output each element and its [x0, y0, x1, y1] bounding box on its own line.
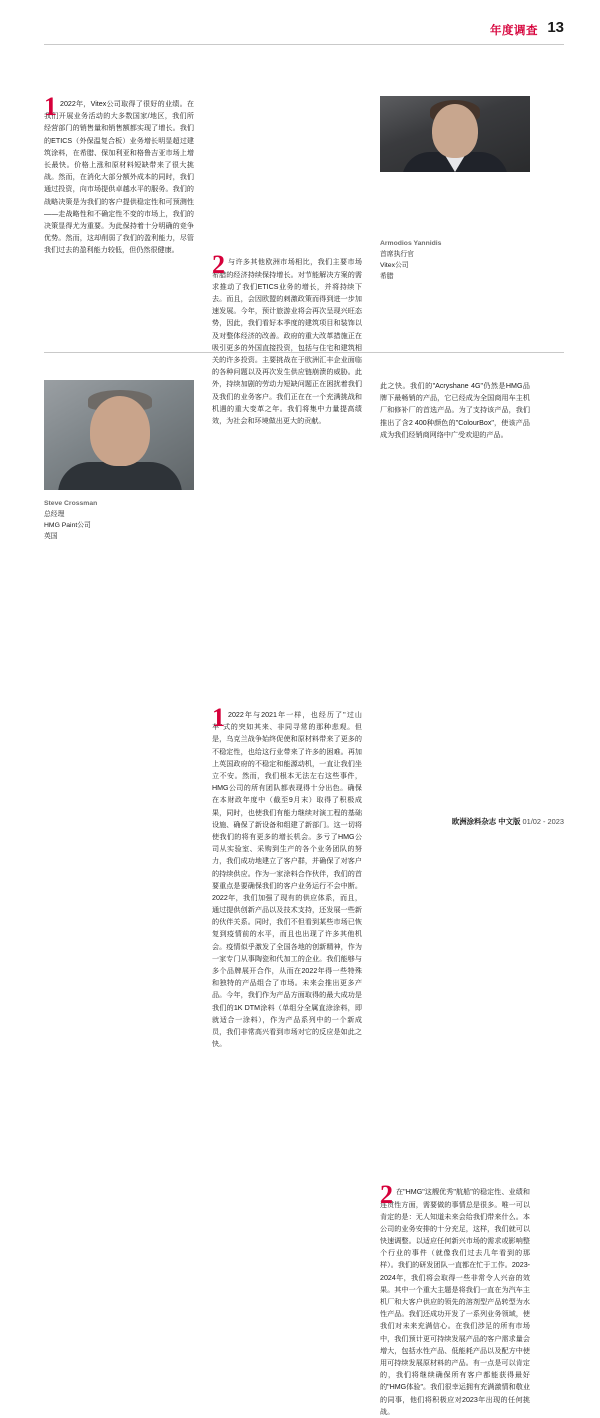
list-number-2: 2 [380, 1180, 393, 1210]
bottom-article-paragraph-2: 在"HMG"这艘优秀"航船"的稳定性、业绩和连贯性方面，需要做的事情总是很多。唯一可以肯定的是：无人知道未来会给我们带来什么。本公司的业务安排的十分充足，这样，我们就可以快速调整。以适应任何新兴市场的需求或影响整个行业的事件（就像我们过去几年看到的那样）。我们的研发团队一直都在忙于工作。2023-2024年，我们将会取得一些非常令人兴奋的效果。其中一个重大主题是将我们一直在为汽车主机厂和大客户供应的领先的溶剂型产品转型为水性产品。我们还成功开发了一系列业务领域，使我们对未来充满信心。在我们涉足的所有市场中，我们预计更可持续发展产品的客户需求量会增大，包括水性产品、低能耗产品以及配方中使用可持续发展原材料的产品。有一点是可以肯定的，我们将继续确保所有客户都能获得最好的"HMG体验"。我们很幸运拥有充满激情和敬业的同事，他们将积极应对2023年出现的任何挑战。 [380, 1188, 530, 1416]
list-number-1: 1 [44, 92, 57, 121]
top-article-column-1 [44, 92, 194, 256]
bottom-article-column-3 [380, 380, 530, 441]
header-divider [44, 44, 564, 45]
top-article-column-2 [212, 250, 362, 427]
page-header [0, 0, 600, 56]
top-article-paragraph-1: 2022年，Vitex公司取得了很好的业绩。在我们开展业务活动的大多数国家/地区，我们所经营部门的销售量和销售额都实现了增长。我们的ETICS（外保温复合板）业务增长明显超过建筑涂料，在希腊、保加利亚和格鲁吉亚市场上增长最快。价格上涨和原材料短缺带来了很大挑战。然而，在消化大部分额外成本的同时，我们通过投资，向市场提供卓越水平的服务。我们的战略决策是为我们的客户提供稳定性和可预测性——走战略性和不确定性不变的市场上，我们的决策显得尤为重要。为此保持着十分明确的竞争优势。然而，这却削弱了我们的盈利能力，尽管我们过去的盈利能力较低，但仍然很健康。 [44, 100, 194, 255]
byline-title: 首席执行官 [380, 251, 414, 258]
byline-name: Armodios Yannidis [380, 240, 442, 247]
bottom-article-paragraph-continued: 此之快。我们的"Acryshane 4G"仍然是HMG品牌下最畅销的产品，它已经成为全国商用车主机厂和修补厂的首选产品。为了支持该产品，我们推出了含2 400种颜色的"ColourBox"，使该产品成为我们经销商网络中广受欢迎的产品。 [380, 382, 530, 439]
portrait-face [432, 104, 478, 158]
top-article-paragraph-2: 与许多其他欧洲市场相比，我们主要市场希腊的经济持续保持增长。对节能解决方案的需求推动了我们ETICS业务的增长，并将持续下去。而且，会因欧盟的刺激政策而得到进一步加速发展。今年，预计旅游业将会再次呈现兴旺态势，因此，我们看好本季度的建筑项目和装饰以及对整体经济的改善。政府的重大改革措施正在吸引更多的外国直接投资，包括与住宅和建筑相关的许多投资。主要挑战在于欧洲汇丰企业面临的各种问题以及再次发生供应链崩溃的威胁。此外，持续加剧的劳动力短缺问题正在困扰着我们及我们的业务客户。我们正在在一个充满挑战和机遇的重大变革之年。我们将集中力量提高绩效，为社会和环境做出更大的贡献。 [212, 258, 362, 425]
byline-country: 希腊 [380, 273, 394, 280]
page-number: 13 [547, 19, 564, 36]
portrait-face [90, 396, 150, 466]
page-footer [452, 816, 564, 827]
portrait-photo-steve-crossman [44, 380, 194, 490]
section-divider [44, 352, 564, 353]
section-title: 年度调查 [490, 25, 538, 37]
bottom-article-paragraph-1: 2022年与2021年一样，也经历了"过山车"式的突如其来、非同寻常的那种悲观。但是，乌克兰战争始终促使和原材料带来了更多的不稳定性，也给这行业带来了许多的困难。再加上英国政府的不稳定和能源动机，一直让我们坐立不安。然而，我们根本无法左右这些事件，HMG公司的所有团队都表现得十分出色。确保在本财政年度中（截至9月末）取得了积极成果，同时，也使我们有能力继续对演工程的基础设施、确保了新设备和组建了新部门。这一切将使我们的将有更多的增长机会。多亏了HMG公司从实验室、采购到生产的各个业务团队的努力，我们成功地建立了客户群，并确保了对客户的持续供应。作为一家涂料合作伙伴，我们的首要重点是要确保我们的客户业务运行不会中断。2022年，我们加强了现有的供应体系，而且，通过提供创新产品以及技术支持，还发展一些新的伙伴关系。同时，我们不但看到某些市场已恢复到疫情前的水平，而且也出现了许多其他机会。疫情似乎激发了全国各地的创新精神，作为一家专门从事陶瓷和代加工的企业。我们能够与多个品牌展开合作，从而在2022年得一些特殊和独特的产品组合了市场。未来会推出更多产品。今年，我们作为产品方面取得的最大成功是我们的1K DTM涂料（单组分全属直涂涂料，即就适合一涂料），作为产品系列中的一个新成员，我们非常高兴看到市场对它的反应是如此之快。 [212, 711, 362, 1049]
byline-country: 英国 [44, 533, 58, 540]
portrait-photo-armodios-yannidis [380, 96, 530, 172]
bottom-article-column-3b [380, 1180, 530, 1418]
byline-name: Steve Crossman [44, 500, 98, 507]
portrait-body [58, 462, 182, 490]
footer-issue: 01/02 - 2023 [522, 817, 564, 826]
list-number-1: 1 [212, 703, 225, 733]
list-number-2: 2 [212, 250, 225, 280]
byline-armodios-yannidis [380, 238, 530, 282]
bottom-article-column-2 [212, 703, 362, 1050]
byline-company: Vitex公司 [380, 262, 409, 269]
byline-title: 总经理 [44, 511, 65, 518]
byline-company: HMG Paint公司 [44, 522, 91, 529]
byline-steve-crossman [44, 498, 194, 542]
footer-publication: 欧洲涂料杂志 中文版 [451, 817, 521, 826]
